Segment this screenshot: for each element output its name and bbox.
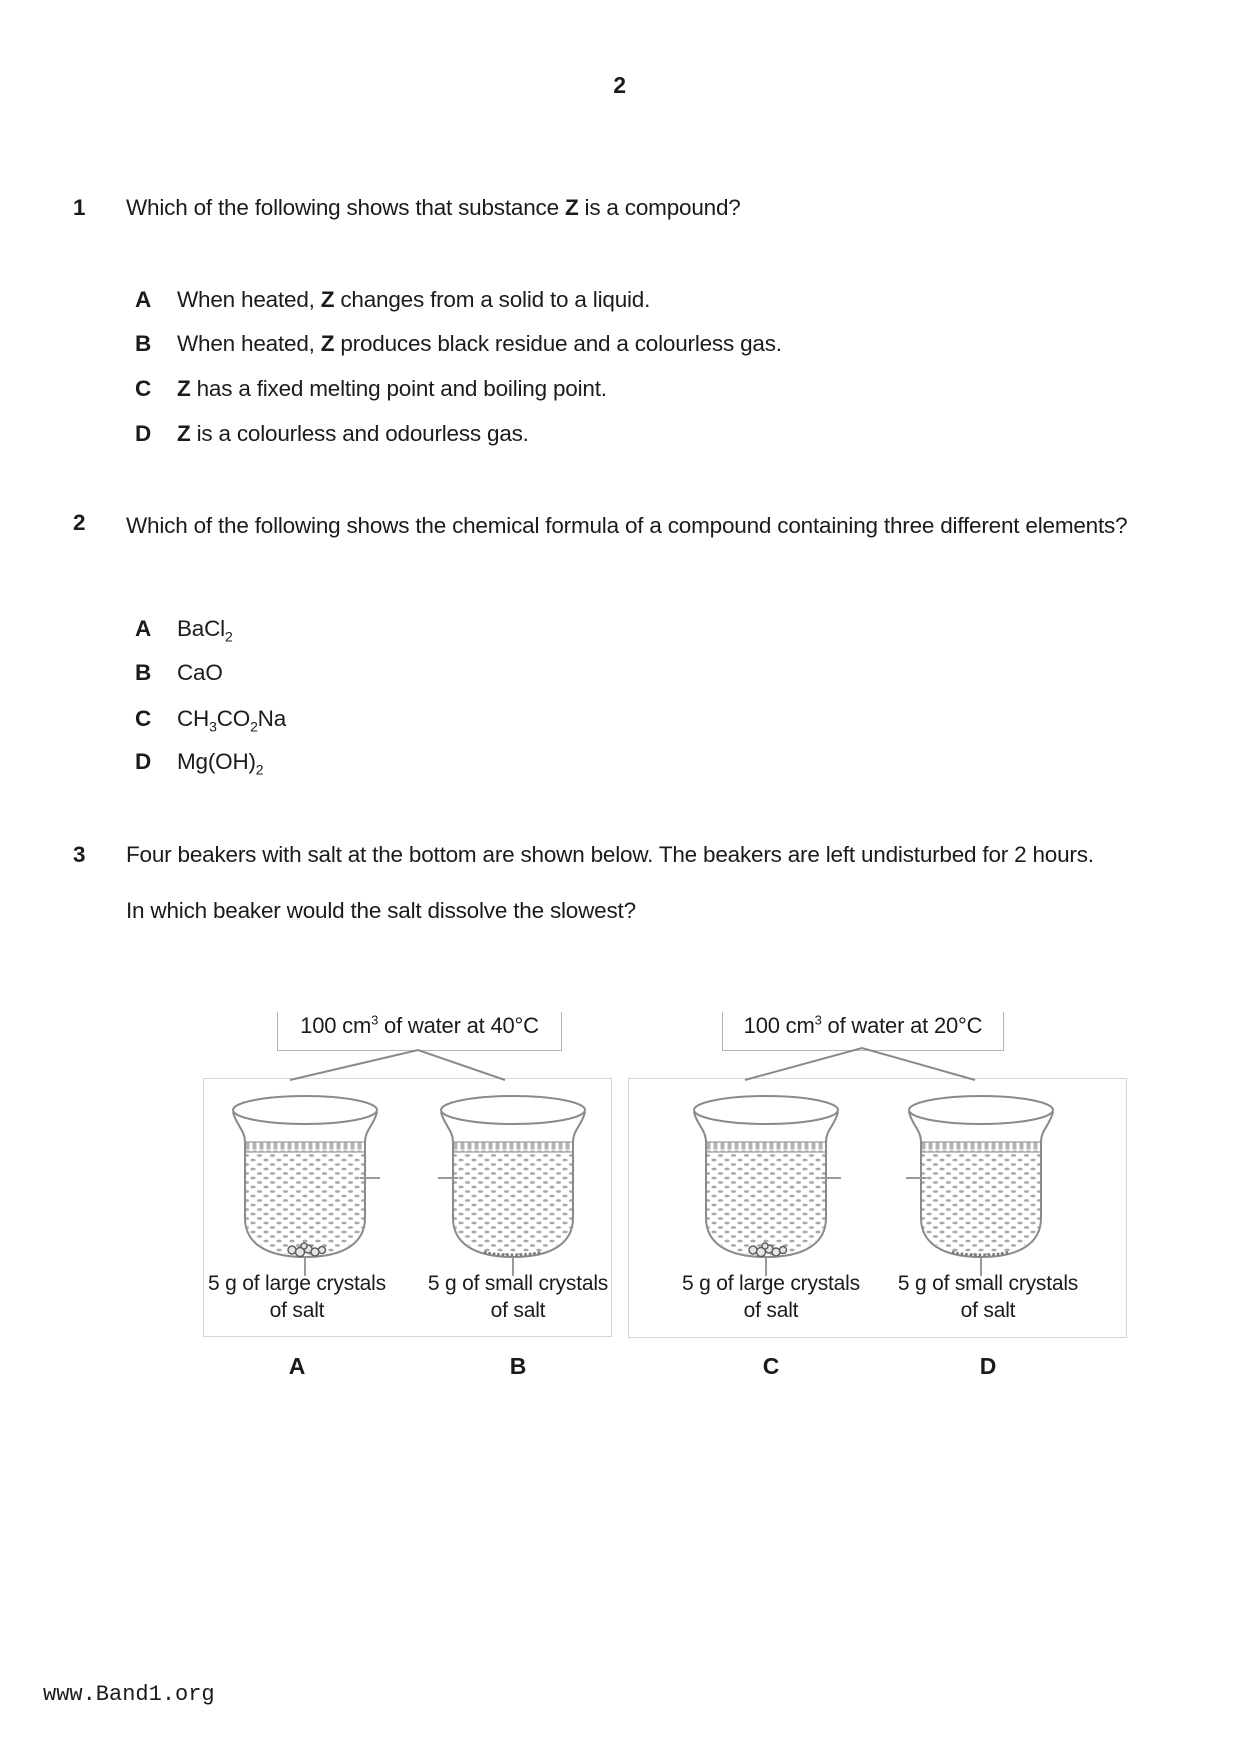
beaker-c — [694, 1096, 841, 1276]
question-1-option-c — [135, 377, 607, 401]
beaker-c-caption: 5 g of large crystals of salt — [682, 1272, 860, 1322]
beaker-d — [906, 1096, 1053, 1276]
option-text: When heated, Z changes from a solid to a liquid. — [177, 287, 651, 312]
question-3-number: 3 — [73, 842, 86, 867]
option-text: Z is a colourless and odourless gas. — [177, 421, 529, 446]
option-letter: A — [135, 616, 152, 641]
question-2-option-d — [135, 749, 264, 778]
beaker-d-caption: 5 g of small crystals of salt — [897, 1272, 1079, 1322]
beaker-b-letter: B — [509, 1353, 527, 1379]
beaker-rim — [694, 1096, 838, 1124]
question-1-text: Which of the following shows that substance Z is a compound? — [126, 195, 741, 220]
question-1-number: 1 — [73, 195, 86, 220]
beakers-figure — [180, 1090, 1080, 1282]
chemical-formula: $Mg(OH)_2$ — [177, 749, 264, 778]
question-2-option-b — [135, 661, 223, 685]
water-surface-band — [454, 1142, 572, 1152]
option-letter: D — [135, 749, 152, 774]
water-fill — [246, 1152, 364, 1255]
question-1-option-a — [135, 288, 650, 312]
beaker-d-letter: D — [979, 1353, 997, 1379]
question-1-option-b — [135, 332, 782, 356]
footer-url: www.Band1.org — [43, 1682, 215, 1707]
beaker-a-caption: 5 g of large crystals of salt — [208, 1272, 386, 1322]
beaker-a — [233, 1096, 380, 1276]
question-2-text: Which of the following shows the chemical formula of a compound containing three different elements? — [126, 513, 1128, 538]
question-1-option-d — [135, 422, 529, 446]
water-surface-band — [707, 1142, 825, 1152]
beaker-b — [438, 1096, 585, 1276]
water-fill — [707, 1152, 825, 1255]
water-fill — [922, 1152, 1040, 1255]
water-label-20c: 100 $cm^3$ of water at 20°C — [743, 1012, 983, 1038]
option-letter: D — [135, 421, 152, 446]
chemical-formula: CaO — [177, 660, 223, 685]
beaker-rim — [909, 1096, 1053, 1124]
question-2-option-a — [135, 616, 233, 645]
question-3-text-line1: Four beakers with salt at the bottom are shown below. The beakers are left undisturbed for 2 hours. — [126, 842, 1094, 867]
beaker-b-caption: 5 g of small crystals of salt — [427, 1272, 609, 1322]
water-fill — [454, 1152, 572, 1255]
label-pointer-lines — [0, 1040, 1239, 1086]
superscript-3: 3 — [371, 1012, 379, 1028]
question-2-number: 2 — [73, 510, 86, 535]
beaker-a-letter: A — [288, 1353, 306, 1379]
page-number: 2 — [613, 72, 626, 98]
chemical-formula: BaCl$_2$ — [177, 616, 233, 645]
option-letter: C — [135, 376, 152, 401]
question-3-text-line2: In which beaker would the salt dissolve the slowest? — [126, 898, 636, 923]
water-label-40c: 100 $cm^3$ of water at 40°C — [300, 1012, 539, 1038]
option-letter: B — [135, 660, 152, 685]
superscript-3: 3 — [814, 1012, 822, 1028]
option-letter: B — [135, 331, 152, 356]
option-text: When heated, Z produces black residue and a colourless gas. — [177, 331, 782, 356]
option-letter: A — [135, 287, 152, 312]
water-surface-band — [922, 1142, 1040, 1152]
beaker-rim — [233, 1096, 377, 1124]
option-text: Z has a fixed melting point and boiling point. — [177, 376, 607, 401]
water-surface-band — [246, 1142, 364, 1152]
beaker-rim — [441, 1096, 585, 1124]
option-letter: C — [135, 706, 152, 731]
question-2-option-c — [135, 706, 287, 735]
beaker-c-letter: C — [762, 1353, 780, 1379]
chemical-formula: $CH_3CO_2Na$ — [177, 706, 287, 735]
